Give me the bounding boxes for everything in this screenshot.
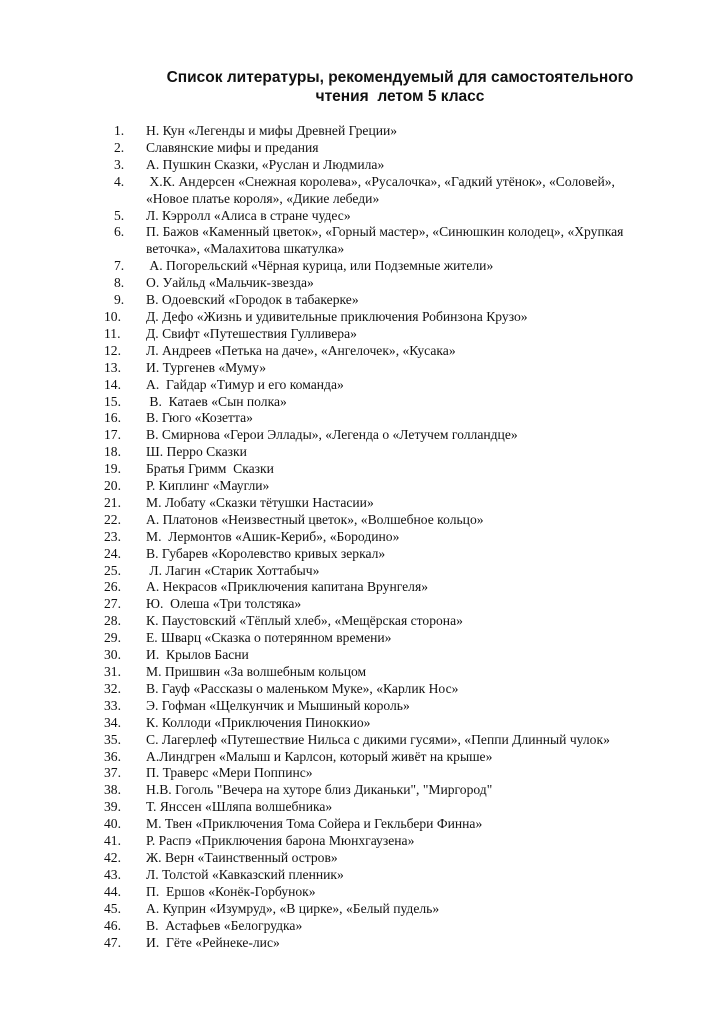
list-item-number: 38. [104,782,121,798]
list-item [104,258,704,275]
list-item-number: 42. [104,849,121,865]
list-item-number: 31. [104,664,121,679]
list-item-number: 34. [104,714,121,730]
list-item-text: Братья Гримм Сказки [146,461,274,477]
list-item-number: 25. [104,562,121,578]
list-item-text: И. Гёте «Рейнеке-лис» [146,934,280,950]
list-item-text: В. Смирнова «Герои Эллады», «Легенда о «Летучем голландце» [146,427,518,443]
list-item-text: О. Уайльд «Мальчик-звезда» [146,275,314,291]
list-item-text: В. Катаев «Сын полка» [146,393,287,409]
list-item-text: И. Крылов Басни [146,647,249,663]
list-item-text: К. Коллоди «Приключения Пиноккио» [146,714,371,730]
list-item [104,749,704,766]
list-item-number: 14. [104,376,121,392]
list-item [104,140,704,157]
list-item-text: С. Лагерлеф «Путешествие Нильса с дикими гусями», «Пеппи Длинный чулок» [146,731,610,747]
list-item-number: 47. [104,934,121,950]
list-item-number: 23. [104,528,121,544]
list-item-text: Н.В. Гоголь "Вечера на хуторе близ Диканьки", "Миргород" [146,782,493,798]
list-item-number: 18. [104,444,121,460]
list-item-number: 8. [114,275,125,291]
list-item [104,765,704,782]
list-item [104,394,704,411]
list-item-text: Ж. Верн «Таинственный остров» [146,849,338,865]
list-item [104,563,704,580]
list-item-number: 5. [114,207,125,223]
list-item [104,529,704,546]
list-item [104,360,704,377]
list-item-text: П. Ершов «Конёк-Горбунок» [146,883,316,899]
list-item-text: Д. Дефо «Жизнь и удивительные приключения Робинзона Крузо» [146,308,528,324]
list-item-text: Славянские мифы и предания [146,139,319,155]
list-item-number: 46. [104,917,121,933]
list-item [104,884,704,901]
list-item [104,427,704,444]
list-item [104,664,704,681]
list-item-text: П. Бажов «Каменный цветок», «Горный мастер», «Синюшкин колодец», «Хрупкая [146,224,624,240]
list-item-text: веточка», «Малахитова шкатулка» [146,241,345,257]
list-item-number: 33. [104,697,121,713]
list-item-text: Х.К. Андерсен «Снежная королева», «Русалочка», «Гадкий утёнок», «Соловей», [146,173,615,189]
list-item-text: А. Куприн «Изумруд», «В цирке», «Белый пудель» [146,900,440,916]
list-item [104,309,704,326]
list-item [104,410,704,427]
list-item [104,935,704,952]
list-item-text: Е. Шварц «Сказка о потерянном времени» [146,630,392,646]
list-item-text: В. Одоевский «Городок в табакерке» [146,292,359,308]
list-item-text: А. Погорельский «Чёрная курица, или Подземные жители» [146,258,494,274]
list-item-text: М. Пришвин «За волшебным кольцом [146,664,367,679]
list-item-number: 22. [104,511,121,527]
list-item-text: Ю. Олеша «Три толстяка» [146,596,302,612]
list-item-number: 37. [104,765,121,781]
list-item [104,613,704,630]
title-line-1: Список литературы, рекомендуемый для самостоятельного [166,69,634,86]
list-item [104,343,704,360]
list-item-text: В. Гауф «Рассказы о маленьком Муке», «Карлик Нос» [146,680,459,696]
list-item [104,918,704,935]
list-item [104,123,704,140]
list-item-text: В. Гюго «Козетта» [146,410,253,426]
list-item-number: 1. [114,123,125,138]
list-item-number: 2. [114,139,125,155]
list-item [104,596,704,613]
list-item [104,478,704,495]
list-item-text: Р. Киплинг «Маугли» [146,478,270,494]
list-item-number: 44. [104,883,121,899]
list-item [104,698,704,715]
list-item-text: Д. Свифт «Путешествия Гулливера» [146,325,357,341]
list-item [104,630,704,647]
list-item [104,816,704,833]
book-list [104,123,704,951]
list-item-text: В. Астафьев «Белогрудка» [146,917,303,933]
title-line-2: чтения летом 5 класс [315,88,485,105]
list-item-text: Л. Андреев «Петька на даче», «Ангелочек», «Кусака» [146,342,456,358]
list-item-text: Н. Кун «Легенды и мифы Древней Греции» [146,123,398,138]
list-item [104,850,704,867]
list-item-number: 17. [104,427,121,443]
list-item [104,833,704,850]
list-item [104,546,704,563]
page-title [80,68,720,106]
list-item-number: 28. [104,613,121,629]
list-item-number: 19. [104,461,121,477]
list-item-text: «Новое платье короля», «Дикие лебеди» [146,190,380,206]
list-item [104,292,704,309]
list-item [104,208,704,225]
list-item [104,224,704,258]
list-item-number: 41. [104,833,121,849]
list-item-number: 36. [104,748,121,764]
list-item-number: 43. [104,866,121,882]
list-item-number: 40. [104,816,121,832]
list-item [104,647,704,664]
list-item [104,157,704,174]
list-item-number: 39. [104,799,121,815]
list-item [104,461,704,478]
list-item-number: 12. [104,342,121,358]
list-item-number: 29. [104,630,121,646]
list-item-number: 11. [104,325,121,341]
list-item [104,782,704,799]
list-item [104,275,704,292]
list-item [104,579,704,596]
list-item-number: 13. [104,359,121,375]
list-item-number: 10. [104,308,121,324]
list-item-text: П. Траверс «Мери Поппинс» [146,765,313,781]
list-item-text: К. Паустовский «Тёплый хлеб», «Мещёрская сторона» [146,613,463,629]
list-item-number: 20. [104,478,121,494]
list-item-number: 6. [114,224,125,240]
list-item-text: А. Некрасов «Приключения капитана Врунгеля» [146,579,428,595]
list-item [104,326,704,343]
list-item-text: Л. Лагин «Старик Хоттабыч» [146,562,320,578]
list-item-number: 30. [104,647,121,663]
list-item [104,174,704,208]
list-item-text: И. Тургенев «Муму» [146,359,267,375]
list-item-number: 32. [104,680,121,696]
list-item-number: 45. [104,900,121,916]
list-item-number: 9. [114,292,125,308]
list-item-number: 27. [104,596,121,612]
list-item-number: 26. [104,579,121,595]
list-item-text: М. Лобату «Сказки тётушки Настасии» [146,494,374,510]
list-item [104,799,704,816]
list-item-number: 24. [104,545,121,561]
list-item [104,681,704,698]
list-item-text: Ш. Перро Сказки [146,444,247,460]
list-item-text: В. Губарев «Королевство кривых зеркал» [146,545,386,561]
list-item-text: Э. Гофман «Щелкунчик и Мышиный король» [146,697,410,713]
list-item [104,512,704,529]
list-item-number: 21. [104,494,121,510]
list-item-number: 3. [114,156,125,172]
list-item-text: Т. Янссен «Шляпа волшебника» [146,799,333,815]
list-item [104,495,704,512]
list-item-text: Л. Кэрролл «Алиса в стране чудес» [146,207,351,223]
list-item-text: М. Твен «Приключения Тома Сойера и Гекльбери Финна» [146,816,483,832]
list-item [104,901,704,918]
list-item [104,867,704,884]
list-item-text: Р. Распэ «Приключения барона Мюнхгаузена» [146,833,415,849]
list-item [104,715,704,732]
list-item-number: 15. [104,393,121,409]
list-item-number: 16. [104,410,121,426]
list-item-text: А. Платонов «Неизвестный цветок», «Волшебное кольцо» [146,511,484,527]
list-item-text: М. Лермонтов «Ашик-Кериб», «Бородино» [146,528,400,544]
list-item-text: А. Пушкин Сказки, «Руслан и Людмила» [146,156,385,172]
list-item [104,732,704,749]
list-item [104,444,704,461]
list-item [104,377,704,394]
list-item-number: 35. [104,731,121,747]
list-item-text: Л. Толстой «Кавказский пленник» [146,866,344,882]
list-item-text: А.Линдгрен «Малыш и Карлсон, который живёт на крыше» [146,748,493,764]
list-item-text: А. Гайдар «Тимур и его команда» [146,376,344,392]
list-item-number: 7. [114,258,125,274]
list-item-number: 4. [114,173,125,189]
